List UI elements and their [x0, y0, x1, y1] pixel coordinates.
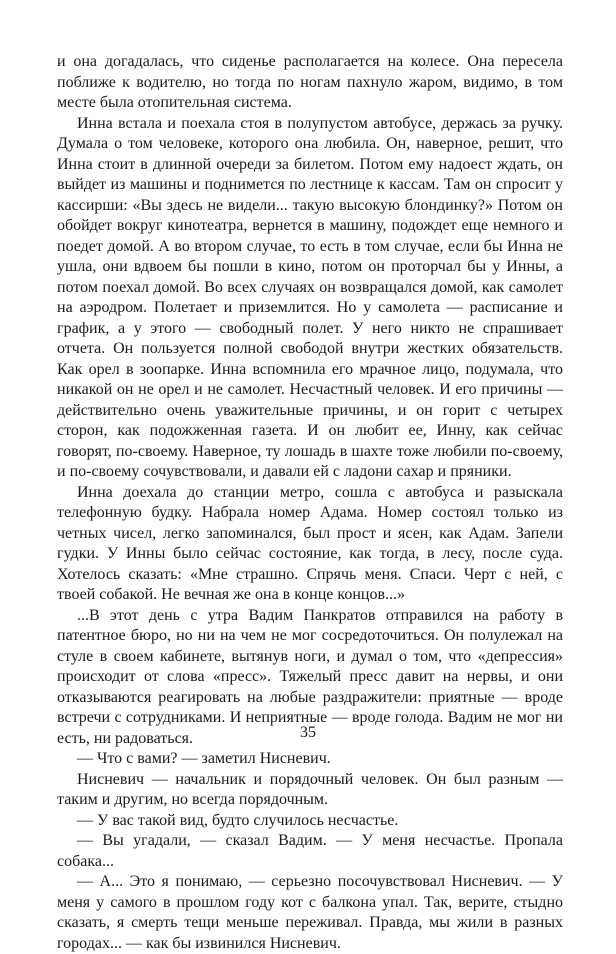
paragraph-9: — А... Это я понимаю, — серьезно посочувствовал Нисневич. — У меня у самого в прошлом году кот с балкона упал. Так, верите, стыдно сказать, я смерть тещи меньше переживал. Правда, мы жили в разных городах... — как бы извинился Нисневич.	[57, 873, 563, 952]
paragraph-6: Нисневич — начальник и порядочный человек. Он был разным — таким и другим, но всегда порядочным.	[57, 770, 563, 808]
page-body	[57, 52, 563, 954]
paragraph-5: — Что с вами? — заметил Нисневич.	[77, 750, 331, 767]
paragraph-8: — Вы угадали, — сказал Вадим. — У меня несчастье. Пропала собака...	[57, 832, 563, 870]
paragraph-3: Инна доехала до станции метро, сошла с автобуса и разыскала телефонную будку. Набрала номер Адама. Номер состоял только из четных чисел, легко запоминался, был прост и ясен, как Адам. Запели гудки. У Инны было сейчас состояние, как тогда, в лесу, после суда. Хотелось сказать: «Мне страшно. Спрячь меня. Спаси. Черт с ней, с твоей собакой. Не вечная же она в конце концов...»	[57, 483, 563, 603]
page-number: 35	[300, 724, 316, 741]
paragraph-2: Инна встала и поехала стоя в полупустом автобусе, держась за ручку. Думала о том человеке, которого она любила. Он, наверное, решит, что Инна стоит в длинной очереди за билетом. Потом ему надоест ждать, он выйдет из машины и поднимется по лестнице к кассам. Там он спросит у кассирши: «Вы здесь не видели... такую высокую блондинку?» Потом он обойдет вокруг кинотеатра, вернется в машину, подождет еще немного и поедет домой. А во втором случае, то есть в том случае, если бы Инна не ушла, они вдвоем бы пошли в кино, потом он проторчал бы у Инны, а потом поехал домой. Во всех случаях он возвращался домой, как самолет на аэродром. Полетает и приземлится. Но у самолета — расписание и график, а у этого — свободный полет. У него никто не спрашивает отчета. Он пользуется полной свободой внутри жестких обязательств. Как орел в зоопарке. Инна вспомнила его мрачное лицо, подумала, что никакой он не орел и не самолет. Несчастный человек. И его причины — действительно очень уважительные причины, и он горит с четырех сторон, как подожженная газета. И он любит ее, Инну, как сейчас говорят, по-своему. Наверное, ту лошадь в шахте тоже любили по-своему, и по-своему сочувствовали, и давали ей с ладони сахар и пряники.	[57, 114, 563, 480]
paragraph-7: — У вас такой вид, будто случилось несчастье.	[77, 811, 399, 829]
paragraph-4: ...В этот день с утра Вадим Панкратов отправился на работу в патентное бюро, но ни на чем не мог сосредоточиться. Он полулежал на стуле в своем кабинете, вытянув ноги, и думал о том, что «депрессия» происходит от слова «пресс». Тяжелый пресс давит на нервы, и они отказываются реагировать на любые раздражители: приятные — вроде встречи с сотрудниками. И неприятные — вроде голода. Вадим не мог ни есть, ни радоваться.	[57, 606, 563, 747]
paragraph-1: и она догадалась, что сиденье располагается на колесе. Она пересела поближе к водителю, но тогда по ногам пахнуло жаром, видимо, в том месте была отопительная система.	[57, 53, 563, 111]
